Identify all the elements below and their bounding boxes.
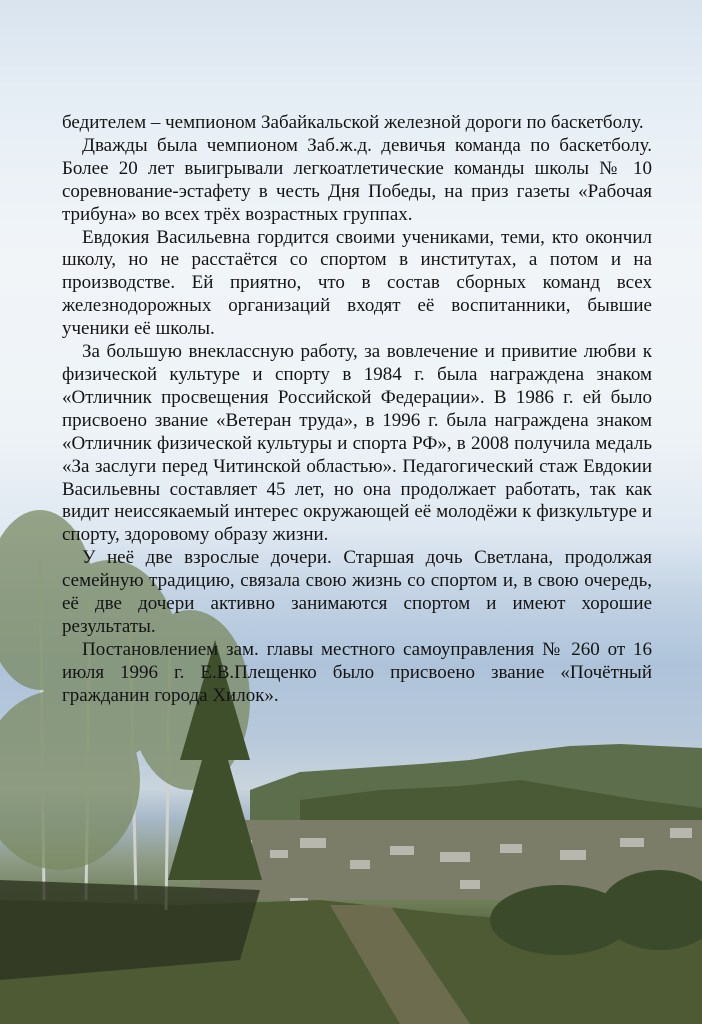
paragraph-6: Постановлением зам. главы местного самоуправления № 260 от 16 июля 1996 г. Е.В.Плещенко было присвоено звание «Почётный гражданин города Хилок». xyxy=(62,638,652,706)
paragraph-3: Евдокия Васильевна гордится своими учениками, теми, кто окончил школу, но не расстаётся со спортом в институтах, а потом и на производстве. Ей приятно, что в состав сборных команд всех железнодорожных организаций входят её воспитанники, бывшие ученики её школы. xyxy=(62,226,652,340)
paragraph-5: У неё две взрослые дочери. Старшая дочь Светлана, продолжая семейную традицию, связала свою жизнь со спортом и, в свою очередь, её две дочери активно занимаются спортом и имеют хорошие результаты. xyxy=(62,547,652,637)
article-text xyxy=(62,112,652,708)
paragraph-2: Дважды была чемпионом Заб.ж.д. девичья команда по баскетболу. Более 20 лет выигрывали легкоатлетические команды школы № 10 соревнование-эстафету в честь Дня Победы, на приз газеты «Рабочая трибуна» во всех трёх возрастных группах. xyxy=(62,134,652,225)
paragraph-1: бедителем – чемпионом Забайкальской железной дороги по баскетболу. xyxy=(62,112,644,133)
paragraph-4: За большую внеклассную работу, за вовлечение и привитие любви к физической культуре и спорту в 1984 г. была награждена знаком «Отличник просвещения Российской Федерации». В 1986 г. ей было присвоено звание «Ветеран труда», в 1996 г. была награждена знаком «Отличник физической культуры и спорта РФ», в 2008 получила медаль «За заслуги перед Читинской областью». Педагогический стаж Евдокии Васильевны составляет 45 лет, но она продолжает работать, так как видит неиссякаемый интерес окружающей её молодёжи к физкультуре и спорту, здоровому образу жизни. xyxy=(62,341,652,546)
